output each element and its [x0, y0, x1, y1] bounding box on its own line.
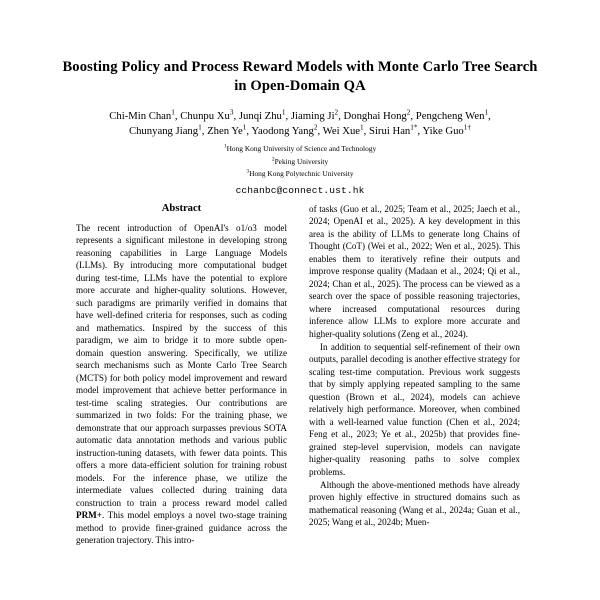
- affiliation-marker: 1: [223, 143, 227, 150]
- affiliation-list: [62, 143, 538, 181]
- author-name: Zhen Ye: [207, 124, 243, 137]
- author-name: Pengcheng Wen: [415, 109, 485, 122]
- author-affiliation-marker: 3: [229, 107, 234, 116]
- abstract-paragraph: [76, 222, 287, 547]
- contact-email[interactable]: cchanbc@connect.ust.hk: [235, 185, 365, 197]
- author-name: Wei Xue: [322, 124, 361, 137]
- author-affiliation-marker: 2: [334, 107, 339, 116]
- author-affiliation-marker: 1: [484, 107, 489, 116]
- author-affiliation-marker: 1: [360, 123, 364, 132]
- author-affiliation-marker: 2: [406, 107, 411, 116]
- affiliation-item: [62, 168, 538, 181]
- affiliation-item: [62, 143, 538, 156]
- author-name: Sirui Han: [369, 124, 411, 137]
- author-affiliation-marker: 1: [171, 107, 175, 116]
- author-name: Chunpu Xu: [180, 109, 230, 122]
- intro-paragraph-2: In addition to sequential self-refinement of their own outputs, parallel decoding is another effective strategy for scaling test-time computation. Previous work suggests that by simply applying repeated sampling to the same question (Brown et al., 2024), models can achieve relatively high performance. Moreover, when combined with a well-learned value function (Chen et al., 2024; Feng et al., 2023; Ye et al., 2025b) that provides fine-grained step-level supervision, models can navigate higher-quality reasoning paths to solve complex problems.: [309, 341, 520, 477]
- author-affiliation-marker: 1*: [410, 123, 418, 132]
- author-line-1: Chi-Min Chan$^1$, Chunpu Xu$^3$, Junqi Zhu$^1$, Jiaming Ji$^2$, Donghai Hong$^2$, Pengcheng Wen$^1$,: [109, 107, 491, 122]
- affiliation-item: [62, 156, 538, 169]
- column-left: [76, 203, 287, 547]
- title-block: [0, 0, 600, 196]
- author-affiliation-marker: 1: [198, 123, 202, 132]
- column-right: [309, 203, 520, 547]
- author-name: Donghai Hong: [343, 109, 407, 122]
- author-affiliation-marker: 2: [313, 123, 318, 132]
- abstract-heading: Abstract: [161, 203, 202, 214]
- author-name: Junqi Zhu: [238, 109, 282, 122]
- abstract-text-tail: . This model employs a novel two-stage training method to provide finer-grained guidance across the generation trajectory. This intro-: [76, 510, 287, 546]
- affiliation-name: Hong Kong Polytechnic University: [249, 169, 354, 179]
- author-name: Yike Guo: [422, 124, 464, 137]
- author-name: Chunyang Jiang: [128, 124, 199, 137]
- intro-paragraph-3: Although the above-mentioned methods have already proven highly effective in structured domains such as mathematical reasoning (Wang et al., 2024a; Guan et al., 2025; Wang et al., 2024b; Muen-: [309, 479, 520, 528]
- intro-paragraph-1: of tasks (Guo et al., 2025; Team et al., 2025; Jaech et al., 2024; OpenAI et al., 2025). A key development in this area is the ability of LLMs to generate long Chains of Thought (CoT) (Wei et al., 2022; Wen et al., 2025). This enables them to iteratively refine their outputs and improve response quality (Madaan et al., 2024; Qi et al., 2024; Chan et al., 2025). The process can be viewed as a search over the space of possible reasoning trajectories, where increased computational resources during inference allow LLMs to explore more accurate and higher-quality solutions (Zeng et al., 2024).: [309, 204, 520, 339]
- author-name: Jiaming Ji: [290, 109, 335, 122]
- page-title: [62, 58, 538, 97]
- abstract-bold-term: PRM+: [76, 510, 102, 521]
- title-line-1: Boosting Policy and Process Reward Models with Monte Carlo Tree Search: [62, 59, 538, 75]
- abstract-text: The recent introduction of OpenAI's o1/o3 model represents a significant milestone in developing strong reasoning capabilities in Large Language Models (LLMs). By introducing more computational budget during test-time, LLMs have the potential to explore more accurate and higher-quality solutions. However, such paradigms are primarily verified in domains that have well-defined criteria for responses, such as coding and mathematics. Inspired by the success of this paradigm, we aim to bridge it to more subtle open-domain question answering. Specifically, we utilize search mechanisms such as Monte Carlo Tree Search (MCTS) for both policy model improvement and reward model improvement that achieve better performance in test-time scaling strategies. Our contributions are summarized in two folds: For the training phase, we demonstrate that our approach surpasses previous SOTA automatic data annotation methods and various public instruction-tuning datasets, with fewer data points. This offers a more data-efficient solution for training robust models. For the inference phase, we utilize the intermediate values collected during training data construction to train a process reward model called: [76, 223, 287, 508]
- title-line-2: in Open-Domain QA: [234, 78, 366, 95]
- affiliation-name: Hong Kong University of Science and Technology: [226, 143, 377, 153]
- author-affiliation-marker: 1: [242, 123, 247, 132]
- affiliation-marker: 3: [246, 168, 250, 175]
- author-affiliation-marker: 1: [281, 107, 286, 116]
- affiliation-name: Peking University: [274, 156, 329, 166]
- author-line-2: Chunyang Jiang$^1$, Zhen Ye$^1$, Yaodong Yang$^2$, Wei Xue$^1$, Sirui Han$^{1*}$, Yike Guo$^{1\dagger}$: [128, 123, 472, 137]
- author-name: Yaodong Yang: [251, 124, 314, 137]
- body-columns: [0, 203, 600, 547]
- author-list: [62, 109, 538, 139]
- author-name: Chi-Min Chan: [109, 109, 172, 122]
- affiliation-marker: 2: [271, 156, 275, 163]
- author-affiliation-marker: 1†: [463, 123, 472, 132]
